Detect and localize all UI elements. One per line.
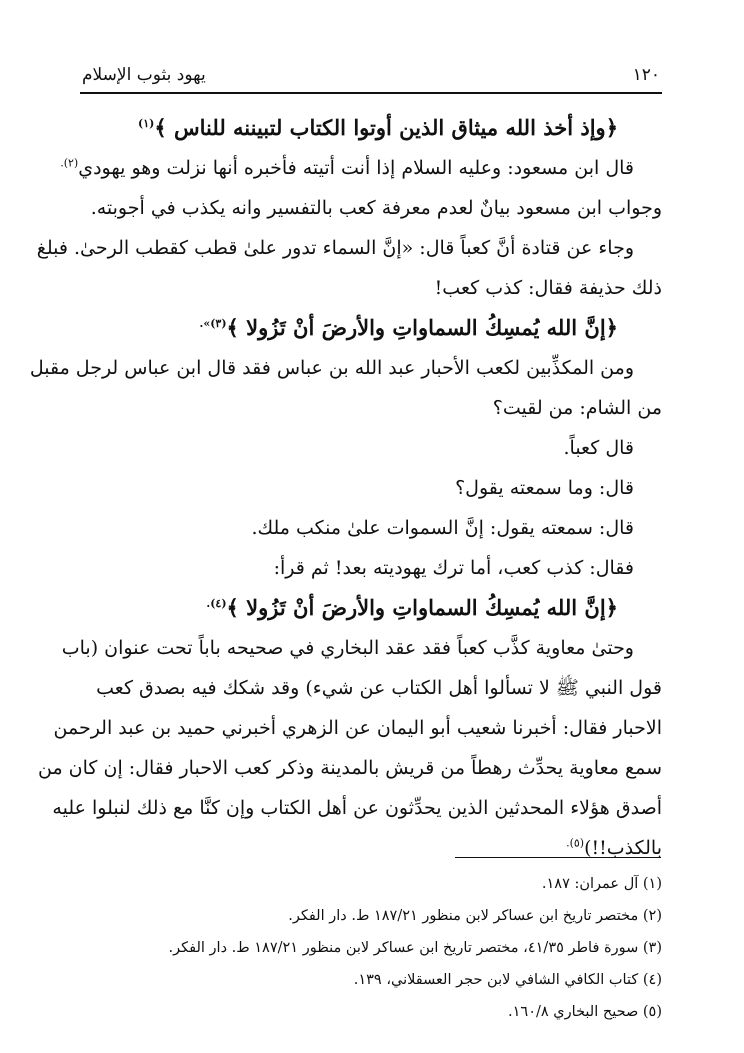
text-line [76,428,662,468]
line-text: بالكذب!!) [584,837,662,859]
text-line [60,148,662,188]
line-text: قال: وما سمعته يقول؟ [455,477,634,499]
line-text: وجواب ابن مسعود بيانٌ لعدم معرفة كعب بالتفسير وانه يكذب في أجوبته. [90,197,662,219]
footnote-reference: (٢). [60,156,79,170]
text-line [76,388,662,428]
footnote-item: (٢) مختصر تاريخ ابن عساكر لابن منظور ١٨٧/٢١ ط. دار الفكر. [288,908,662,924]
footnote-item: (٣) سورة فاطر ٤١/٣٥، مختصر تاريخ ابن عساكر لابن منظور ١٨٧/٢١ ط. دار الفكر. [168,940,662,956]
line-text: قال كعباً. [563,437,634,459]
line-text: ومن المكذِّبين لكعب الأحبار عبد الله بن عباس فقد قال ابن عباس لرجل مقبل [29,357,634,379]
text-line [36,228,662,268]
line-text: قال: سمعته يقول: إنَّ السموات علىٰ منكب ملك. [251,517,634,539]
line-text: وحتىٰ معاوية كذَّب كعباً فقد عقد البخاري في صحيحه باباً تحت عنوان (باب [61,637,634,659]
text-line [76,668,662,708]
quran-verse-line [76,108,662,148]
text-line [76,828,662,868]
footnote-reference: (١) [138,117,155,130]
quran-verse-line [76,588,662,628]
footnotes [90,868,662,1028]
footnote-reference: (٤). [206,597,227,610]
line-text: ﴿وإذ أخذ الله ميثاق الذين أوتوا الكتاب لتبيننه للناس ﴾ [154,115,618,140]
text-line [76,548,662,588]
footnote-reference: (٥). [566,836,585,850]
line-text: ذلك حذيفة فقال: كذب كعب! [434,277,662,299]
line-text: ﴿إنَّ الله يُمسِكُ السماواتِ والأرضَ أنْ تَزُولا ﴾ [226,595,618,620]
line-text: فقال: كذب كعب، أما ترك يهوديته بعد! ثم قرأ: [273,557,634,579]
footnote-reference: (٣)». [199,317,227,330]
line-text: قال ابن مسعود: وعليه السلام إذا أنت أتيته فأخبره أنها نزلت وهو يهودي [78,157,634,179]
text-line [38,748,662,788]
page-number: ١٢٠ [632,65,660,85]
text-line [29,348,662,388]
text-line [52,788,662,828]
page-header [82,58,660,92]
line-text: سمع معاوية يحدِّث رهطاً من قريش بالمدينة وذكر كعب الاحبار فقال: إن كان من [38,757,662,779]
text-line [53,708,662,748]
footnote-item: (١) آل عمران: ١٨٧. [541,876,662,892]
line-text: ﴿إنَّ الله يُمسِكُ السماواتِ والأرضَ أنْ تَزُولا ﴾ [226,315,618,340]
header-rule [80,92,662,94]
text-line [76,508,662,548]
text-line [76,188,662,228]
footnote-separator [455,857,661,858]
text-line [76,468,662,508]
text-line [61,628,662,668]
text-line [76,268,662,308]
line-text: من الشام: من لقيت؟ [492,397,662,419]
quran-verse-line [76,308,662,348]
main-text [29,108,662,868]
line-text: وجاء عن قتادة أنَّ كعباً قال: «إنَّ السماء تدور علىٰ قطب كقطب الرحىٰ. فبلغ [36,237,634,259]
footnote-item: (٤) كتاب الكافي الشافي لابن حجر العسقلاني، ١٣٩. [353,972,662,988]
line-text: قول النبي ﷺ لا تسألوا أهل الكتاب عن شيء) وقد شكك فيه بصدق كعب [96,677,662,699]
footnote-item: (٥) صحيح البخاري ١٦٠/٨. [508,1004,662,1020]
running-title: يهود بثوب الإسلام [82,65,206,85]
line-text: الاحبار فقال: أخبرنا شعيب أبو اليمان عن الزهري أخبرني حميد بن عبد الرحمن [53,717,662,739]
line-text: أصدق هؤلاء المحدثين الذين يحدِّثون عن أهل الكتاب وإن كنَّا مع ذلك لنبلوا عليه [52,797,662,819]
